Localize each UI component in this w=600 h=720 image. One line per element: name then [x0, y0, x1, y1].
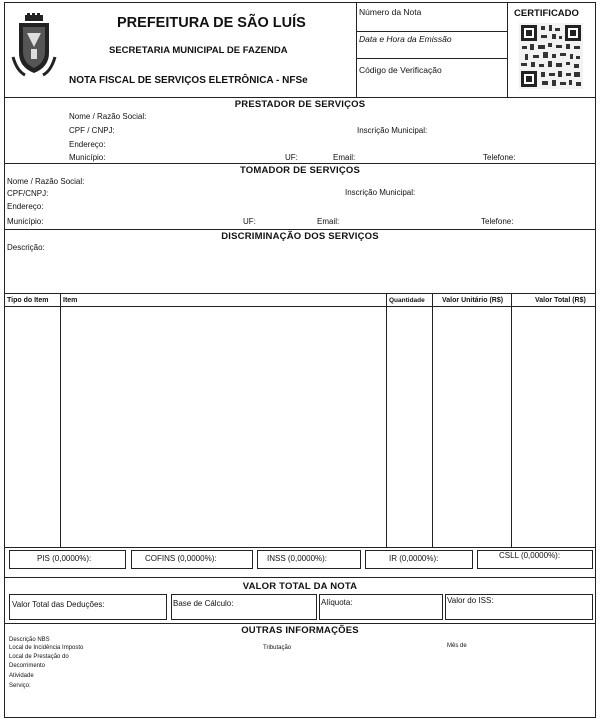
mes-label: Mês de — [447, 643, 467, 649]
inss-label: INSS (0,0000%): — [267, 554, 328, 563]
tomador-endereco-label: Endereço: — [7, 202, 44, 211]
deducoes-label: Valor Total das Deduções: — [12, 600, 105, 609]
tomador-cpf-label: CPF/CNPJ: — [7, 189, 49, 198]
tomador-municipio-label: Município: — [7, 217, 44, 226]
tomador-email-label: Email: — [317, 217, 340, 226]
valor-iss-label: Valor do ISS: — [447, 596, 494, 605]
header-secretaria: SECRETARIA MUNICIPAL DE FAZENDA — [109, 45, 288, 56]
col-item: Item — [63, 297, 78, 304]
data-emissao-label: Data e Hora da Emissão — [359, 34, 452, 44]
outras-info-title: OUTRAS INFORMAÇÕES — [241, 625, 359, 636]
servico-label: Serviço: — [9, 683, 31, 689]
nfse-form — [4, 2, 596, 718]
prestador-municipio-label: Município: — [69, 153, 106, 162]
col-valor-unitario: Valor Unitário (R$) — [442, 297, 504, 304]
prestador-endereco-label: Endereço: — [69, 140, 106, 149]
tomador-telefone-label: Telefone: — [481, 217, 514, 226]
header-title: PREFEITURA DE SÃO LUÍS — [117, 15, 306, 31]
prestador-nome-label: Nome / Razão Social: — [69, 112, 147, 121]
atividade-label: Atividade — [9, 673, 34, 679]
discriminacao-title: DISCRIMINAÇÃO DOS SERVIÇOS — [221, 231, 379, 242]
prestador-title: PRESTADOR DE SERVIÇOS — [234, 99, 366, 110]
prestador-telefone-label: Telefone: — [483, 153, 516, 162]
tomador-inscricao-label: Inscrição Municipal: — [345, 188, 416, 197]
tomador-nome-label: Nome / Razão Social: — [7, 177, 85, 186]
prestador-uf-label: UF: — [285, 153, 298, 162]
col-tipo-item: Tipo do Item — [7, 297, 49, 304]
base-calculo-label: Base de Cálculo: — [173, 599, 234, 608]
tomador-title: TOMADOR DE SERVIÇOS — [239, 165, 361, 176]
tributacao-label: Tributação — [263, 645, 292, 651]
certificado-label: CERTIFICADO — [514, 8, 579, 19]
local-incidencia-label: Local de Incidência Imposto — [9, 645, 84, 651]
aliquota-label: Alíquota: — [321, 598, 353, 607]
prestador-inscricao-label: Inscrição Municipal: — [357, 126, 428, 135]
numero-nota-label: Número da Nota — [359, 7, 422, 17]
col-quantidade: Quantidade — [389, 297, 425, 304]
prestador-email-label: Email: — [333, 153, 356, 162]
ir-label: IR (0,0000%): — [389, 554, 439, 563]
local-prestacao-label: Local de Prestação do — [9, 654, 69, 660]
descricao-nbs-label: Descrição NBS — [9, 637, 50, 643]
csll-label: CSLL (0,0000%): — [499, 551, 561, 560]
city-coat-of-arms-icon — [11, 13, 57, 79]
decorrimento-label: Decorrimento — [9, 663, 46, 669]
cofins-label: COFINS (0,0000%): — [145, 554, 217, 563]
prestador-cpf-label: CPF / CNPJ: — [69, 126, 115, 135]
qr-code-icon — [519, 23, 583, 89]
col-valor-total: Valor Total (R$) — [535, 297, 586, 304]
header-doc-type: NOTA FISCAL DE SERVIÇOS ELETRÔNICA - NFSe — [69, 75, 308, 86]
valor-total-title: VALOR TOTAL DA NOTA — [242, 581, 358, 592]
tomador-uf-label: UF: — [243, 217, 256, 226]
pis-label: PIS (0,0000%): — [37, 554, 92, 563]
codigo-verificacao-label: Código de Verificação — [359, 65, 442, 75]
discriminacao-descricao-label: Descrição: — [7, 243, 45, 252]
